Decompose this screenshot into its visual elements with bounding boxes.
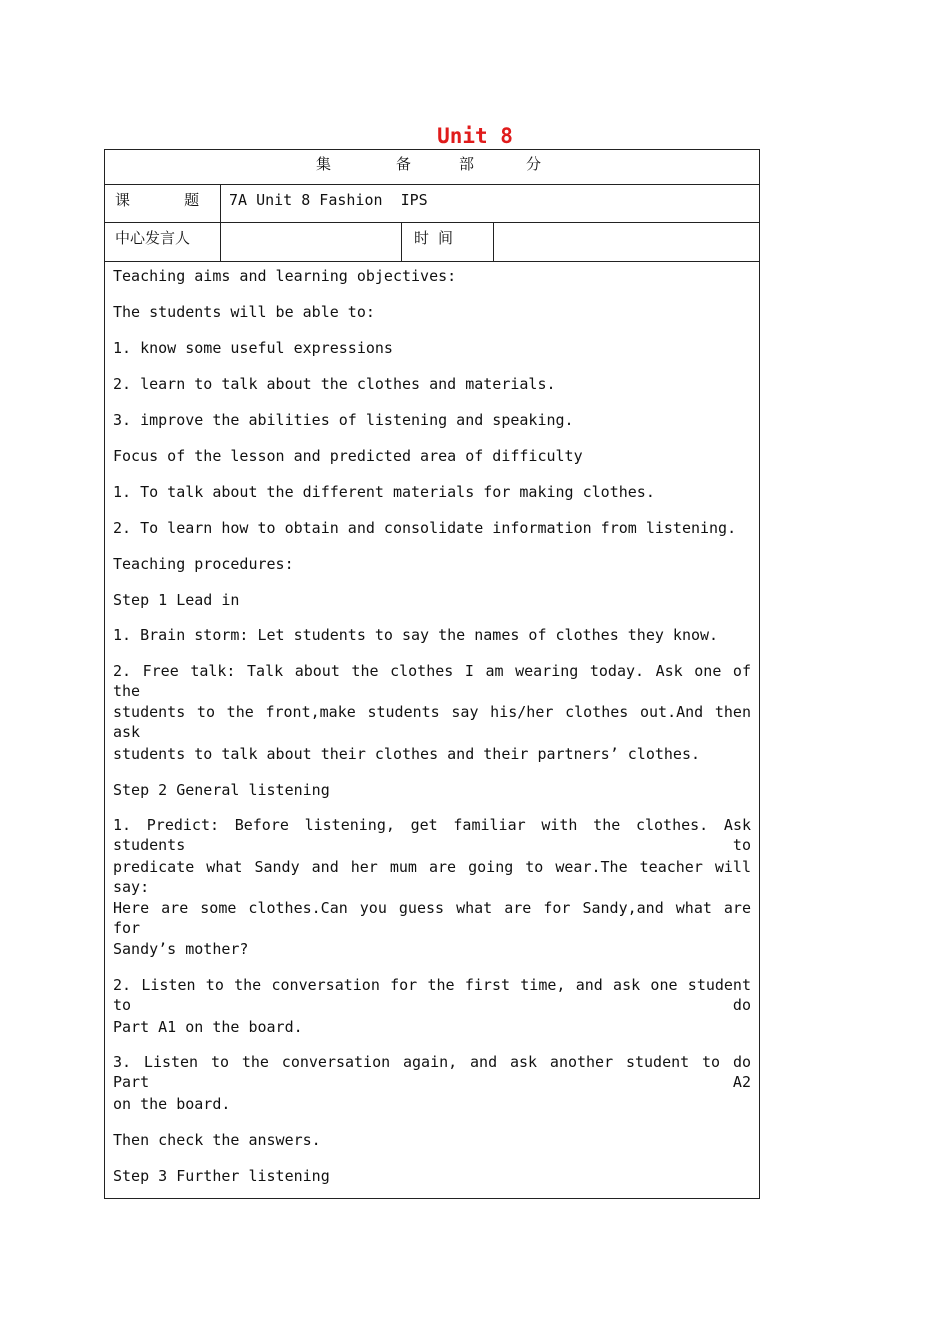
- time-label: 时 间: [414, 229, 454, 247]
- lesson-plan-table: [104, 149, 760, 1199]
- topic-label: 课 题: [115, 191, 200, 209]
- group-prep-char-2: 备: [396, 155, 412, 173]
- content-line: Focus of the lesson and predicted area of difficulty: [113, 447, 583, 465]
- content-line: 3. Listen to the conversation again, and ask another student to do Part A2: [113, 1053, 751, 1091]
- content-line: 2. learn to talk about the clothes and materials.: [113, 375, 556, 393]
- content-line: students to talk about their clothes and their partners’ clothes.: [113, 745, 700, 763]
- group-prep-char-3: 部: [459, 155, 475, 173]
- content-line: Step 3 Further listening: [113, 1167, 330, 1185]
- document-title: Unit 8: [437, 124, 513, 148]
- content-line: 1. To talk about the different materials for making clothes.: [113, 483, 655, 501]
- row-divider: [105, 261, 759, 262]
- group-prep-char-1: 集: [316, 155, 332, 173]
- row-divider: [105, 184, 759, 185]
- content-line: on the board.: [113, 1095, 231, 1113]
- content-line: 1. Brain storm: Let students to say the names of clothes they know.: [113, 626, 719, 644]
- content-line: Sandy’s mother?: [113, 940, 249, 958]
- group-prep-char-4: 分: [526, 155, 542, 173]
- content-line: Here are some clothes.Can you guess what are for Sandy,and what are for: [113, 899, 751, 937]
- topic-value: 7A Unit 8 Fashion IPS: [229, 191, 428, 209]
- row-divider: [105, 222, 759, 223]
- content-line: Part A1 on the board.: [113, 1018, 303, 1036]
- content-line: 2. Free talk: Talk about the clothes I am wearing today. Ask one of the: [113, 662, 751, 700]
- content-line: The students will be able to:: [113, 303, 375, 321]
- column-divider: [401, 222, 402, 261]
- content-line: predicate what Sandy and her mum are going to wear.The teacher will say:: [113, 858, 751, 896]
- column-divider: [493, 222, 494, 261]
- content-line: 2. To learn how to obtain and consolidate information from listening.: [113, 519, 737, 537]
- content-line: Step 2 General listening: [113, 781, 330, 799]
- content-line: Teaching procedures:: [113, 555, 294, 573]
- content-line: Teaching aims and learning objectives:: [113, 267, 457, 285]
- content-line: 1. know some useful expressions: [113, 339, 393, 357]
- content-line: students to the front,make students say his/her clothes out.And then ask: [113, 703, 751, 741]
- content-line: 1. Predict: Before listening, get familiar with the clothes. Ask students to: [113, 816, 751, 854]
- content-line: 2. Listen to the conversation for the first time, and ask one student to do: [113, 976, 751, 1014]
- content-line: Then check the answers.: [113, 1131, 321, 1149]
- content-line: Step 1 Lead in: [113, 591, 240, 609]
- content-line: 3. improve the abilities of listening and speaking.: [113, 411, 574, 429]
- speaker-label: 中心发言人: [115, 229, 191, 247]
